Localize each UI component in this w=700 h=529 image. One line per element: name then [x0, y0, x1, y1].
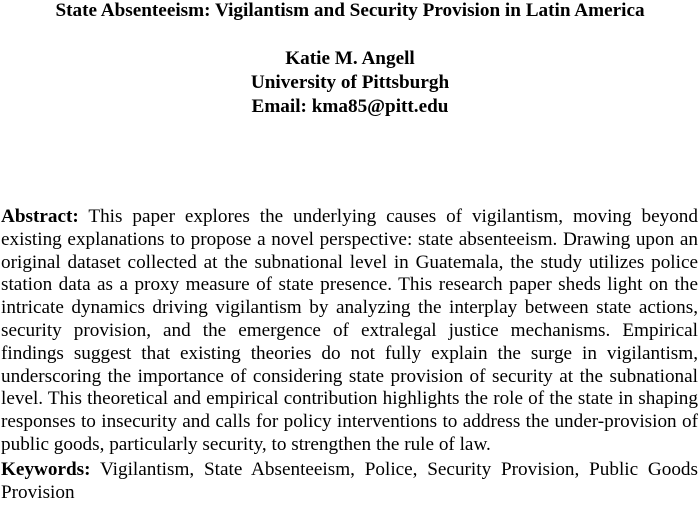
- keywords-paragraph: [1, 459, 698, 505]
- abstract-label: Abstract:: [1, 206, 79, 227]
- author-email: Email: kma85@pitt.edu: [251, 96, 449, 117]
- abstract-text: This paper explores the underlying causes of vigilantism, moving beyond existing explanations to propose a novel perspective: state absenteeism. Drawing upon an original dataset collected at the subnational level in Guatemala, the study utilizes police station data as a proxy measure of state presence. This research paper sheds light on the intricate dynamics driving vigilantism by analyzing the interplay between state actions, security provision, and the emergence of extralegal justice mechanisms. Empirical findings suggest that existing theories do not fully explain the surge in vigilantism, underscoring the importance of considering state provision of security at the subnational level. This theoretical and empirical contribution highlights the role of the state in shaping responses to insecurity and calls for policy interventions to address the under-provision of public goods, particularly security, to strengthen the rule of law.: [1, 206, 698, 455]
- keywords-label: Keywords:: [1, 459, 91, 480]
- keywords-text: Vigilantism, State Absenteeism, Police, Security Provision, Public Goods Provision: [1, 459, 698, 503]
- title-spacer: [0, 23, 700, 47]
- paper-title: State Absenteeism: Vigilantism and Security Provision in Latin America: [55, 0, 645, 21]
- author-affiliation: University of Pittsburgh: [250, 72, 450, 93]
- paper-header: [0, 0, 700, 119]
- author-name: Katie M. Angell: [285, 48, 415, 69]
- abstract-paragraph: [1, 206, 698, 457]
